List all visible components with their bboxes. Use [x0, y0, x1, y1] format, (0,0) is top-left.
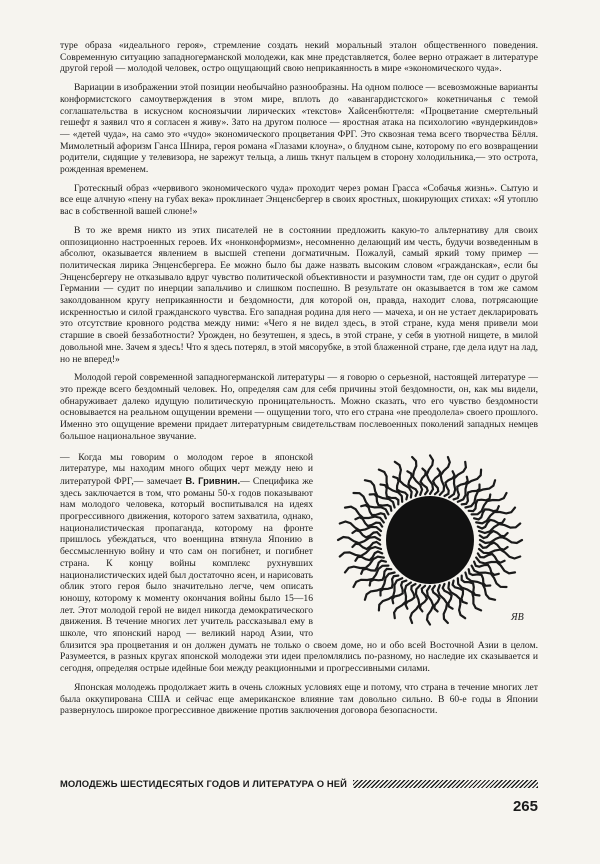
paragraph-2: Вариации в изображении этой позиции необычайно разнообразны. На одном полюсе — всевозможные варианты конформистского самоутверждения в этом мире, вплоть до «авангардистского» кокетничанья с темой соглашательства в искусном косноязычии лирических «текстов» Хайсенбюттеля: «Процветание смертельный гешефт я заявил что я согласен я живу». Зато на другом полюсе — яростная атака на психологию «вундеркиндов» — «детей чуда», на само это «чудо» экономического процветания ФРГ. Это сквозная тема всего творчества Бёлля. Мимолетный афоризм Ганса Шнира, героя романа «Глазами клоуна», о блудном сыне, которому по его возвращении родители, сидящие у телевизора, не зарежут тельца, а лишь ткнут пальцем в сторону холодильника,— это острота, рожденная временем.: [60, 82, 538, 176]
sun-ray: [480, 542, 508, 549]
sun-illustration: [323, 452, 538, 632]
sun-drawing: [323, 452, 538, 632]
illustrator-signature: ЯВ: [511, 611, 524, 623]
sun-ray: [433, 468, 440, 494]
paragraph-3: Гротескный образ «червивого экономического чуда» проходит через роман Грасса «Собачья жизнь». Сытую и все еще алчную «пену на губах века» проклинает Энценсбергер в своих яростных, шокирующих стихах: «Я утоплю вас в собственной вашей слюне!»: [60, 182, 538, 218]
sun-ray: [472, 565, 507, 586]
paragraph-5: Молодой герой современной западногерманской литературы — я говорю о серьезной, настоящей литературе — это прежде всего бездомный человек. Но, определяя сам для себя причины этой бездомности, он, как мы видели, обнаруживает далеко идущую политическую проницательность. Можно сказать, что его чувство бездомности основывается на реальном ощущении времени — ощущении того, что его страна «не преодолела» своего прошлого. Именно это ощущение времени придает литературным свидетельствам послевоенных поколений западных немцев большое национальное звучание.: [60, 372, 538, 442]
paragraph-4: В то же время никто из этих писателей не в состоянии предложить какую-то альтернативу для своих оппозиционно настроенных героев. Их «нонконформизм», несомненно делающий им честь, будучи возведенным в абсолют, оказывается явлением в высшей степени догматичным. Пожалуй, самый яркий тому пример — политическая лирика Энценсбергера. Ее можно было бы даже назвать высоким словом «гражданская», если бы Энценсбергеру не отказывало вдруг чувство политической объективности и разумности там, где он судит о другой Германии — судит по инерции запальчиво и слишком поспешно. В результате он оказывается в том же самом заколдованном кругу неприкаянности и бездомности, для которой он, правда, находит слова, потрясающие искренностью и силой гражданского чувства. Его западная родина для него — мачеха, и он не устает декларировать это отсутствие кровного родства между ними: «Чего я не видел здесь, в этой стране, куда меня привели мои старшие в своей беззаботности? Урожден, но безутешен, я здесь, в этой стране, у себя в уютной нищете, в милой довольной мне. Зачем я здесь! Что я здесь потерял, в этой мясорубке, в этой блаженной стране, где дела идут на лад, но не вперед!»: [60, 224, 538, 365]
quote-rest: — Специфика же здесь заключается в том, что романы 50-х годов показывают нам молодого человека, который воспитывался на идеях прогрессивного движения, которого затем захватила, однако, националистическая пропаганда, которому на фронте пришлось убеждаться, что военщина втянула Японию в бессмысленную войну и что сам он погибнет, и погибнет страна. К концу войны комплекс рухнувших националистических идей был достаточно ясен, и нарисовать облик этого героя было значительно легче, чем описать юношу, которому к моменту окончания войны было 15—16 лет. Этот молодой герой не видел никогда демократического движения. В течение многих лет учитель рассказывал ему в школе, что японский народ — великий народ Азии, что близится эра процветания и он должен думать не только о своем доме, но и обо всей Восточной Азии в целом. Разумеется, в разных кругах японской молодежи эти идеи преломлялись по-разному, но наследие их сказывается и сегодня, определяя острые идейные бои между реакционными и прогрессивными силами.: [60, 475, 538, 675]
page-body: [60, 40, 538, 717]
paragraph-last: Японская молодежь продолжает жить в очень сложных условиях еще и потому, что страна в течение многих лет была оккупирована США и сейчас еще американское влияние там довольно сильно. В 60-е годы в Японии развернулось широкое прогрессивное движение против заключения договора безопасности.: [60, 681, 538, 717]
sun-ray: [379, 578, 402, 610]
sun-ray: [354, 493, 389, 514]
quote-lead: — Когда мы говорим о молодом герое в японской литературе, мы находим много общих черт между нею и литературой ФРГ,— замечает: [60, 451, 313, 487]
hatched-rule: [353, 780, 538, 788]
figure-section: [60, 452, 538, 675]
page-number: 265: [512, 798, 538, 815]
paragraph-1: туре образа «идеального героя», стремление создать некий моральный эталон общественного поведения. Современную ситуацию западногерманской молодежи, как мне представляется, более верно отражает в литературе другой герой — молодой человек, остро ощущающий свою неприкаянность в мире «экономического чуда».: [60, 40, 538, 75]
sun-ray: [420, 585, 427, 611]
sun-disc: [386, 496, 474, 584]
sun-ray: [352, 530, 380, 537]
running-footer: [60, 778, 538, 789]
author-name: В. Гривнин.: [185, 474, 241, 486]
sun-ray: [458, 469, 481, 501]
running-title: МОЛОДЕЖЬ ШЕСТИДЕСЯТЫХ ГОДОВ И ЛИТЕРАТУРА О НЕЙ: [60, 778, 347, 789]
